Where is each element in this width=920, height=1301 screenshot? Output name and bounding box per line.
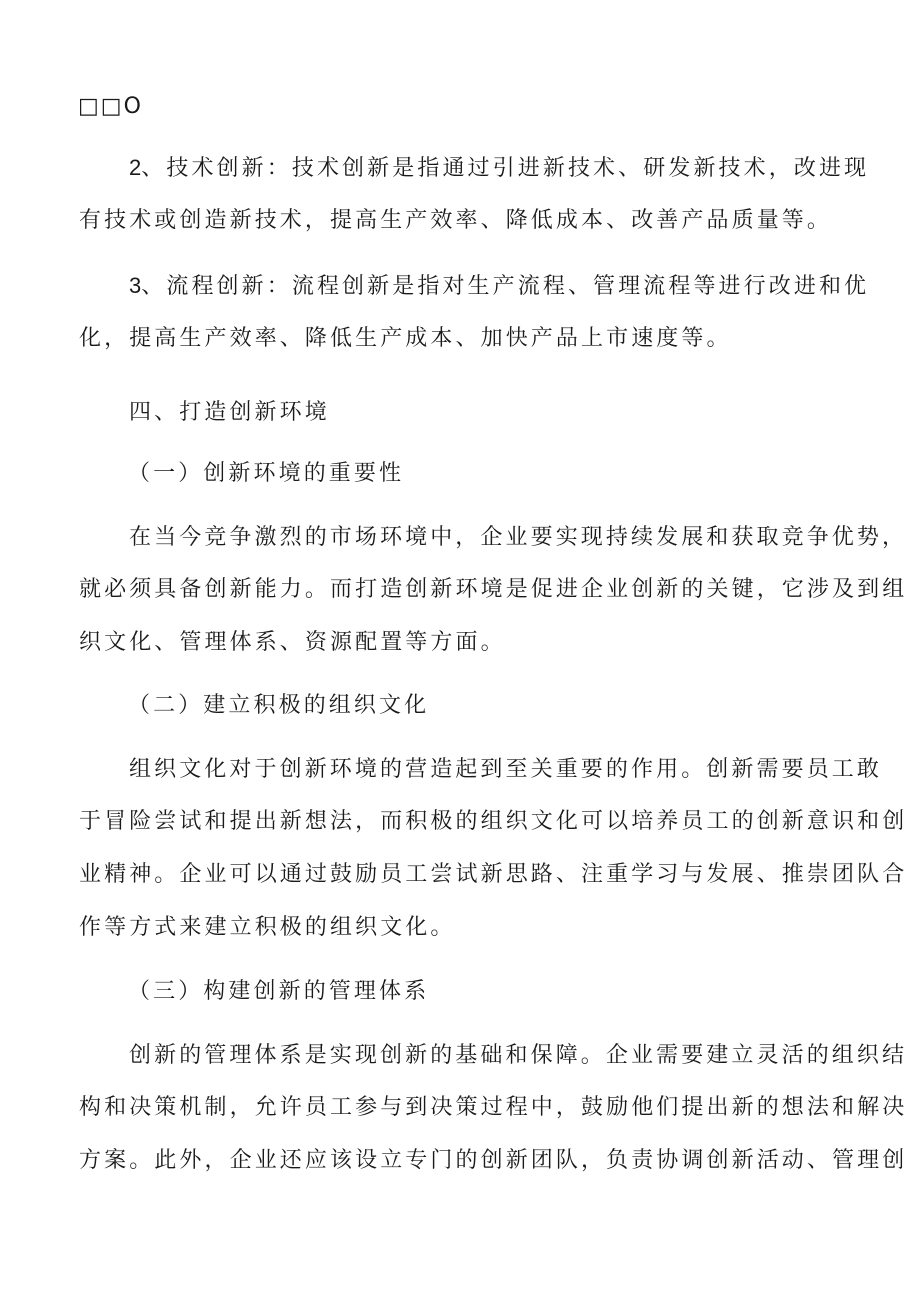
item-number: 2 [129, 155, 142, 180]
item-number: 3 [129, 273, 142, 298]
paragraph-line: 化，提高生产效率、降低生产成本、加快产品上市速度等。 [79, 326, 732, 351]
paragraph-line: 方案。此外，企业还应该设立专门的创新团队，负责协调创新活动、管理创 [79, 1148, 908, 1173]
paragraph-line: 业精神。企业可以通过鼓励员工尝试新思路、注重学习与发展、推崇团队合 [79, 862, 908, 887]
subsection-heading: （一）创新环境的重要性 [128, 461, 405, 486]
paragraph-line: 组织文化对于创新环境的营造起到至关重要的作用。创新需要员工敢 [129, 757, 883, 782]
subsection-heading: （三）构建创新的管理体系 [128, 979, 430, 1004]
paragraph-line: 、流程创新：流程创新是指对生产流程、管理流程等进行改进和优 [141, 274, 870, 299]
item-technology-innovation [129, 153, 869, 184]
subsection-heading: （二）建立积极的组织文化 [128, 693, 430, 718]
paragraph-line: 有技术或创造新技术，提高生产效率、降低成本、改善产品质量等。 [79, 208, 833, 233]
paragraph-line: 在当今竞争激烈的市场环境中，企业要实现持续发展和获取竞争优势， [129, 525, 908, 550]
paragraph-line: 构和决策机制，允许员工参与到决策过程中，鼓励他们提出新的想法和解决 [79, 1095, 908, 1120]
section-heading: 四、打造创新环境 [129, 400, 330, 425]
paragraph-line: 创新的管理体系是实现创新的基础和保障。企业需要建立灵活的组织结 [129, 1043, 908, 1068]
paragraph-line: 作等方式来建立积极的组织文化。 [79, 915, 456, 940]
paragraph-line: 于冒险尝试和提出新想法，而积极的组织文化可以培养员工的创新意识和创 [79, 809, 908, 834]
paragraph-line: 就必须具备创新能力。而打造创新环境是促进企业创新的关键，它涉及到组 [79, 577, 908, 602]
paragraph-line: 织文化、管理体系、资源配置等方面。 [79, 630, 506, 655]
paragraph-line: 、技术创新：技术创新是指通过引进新技术、研发新技术，改进现 [141, 156, 870, 181]
item-process-innovation [129, 271, 869, 302]
text-fragment: □□O [78, 94, 143, 119]
